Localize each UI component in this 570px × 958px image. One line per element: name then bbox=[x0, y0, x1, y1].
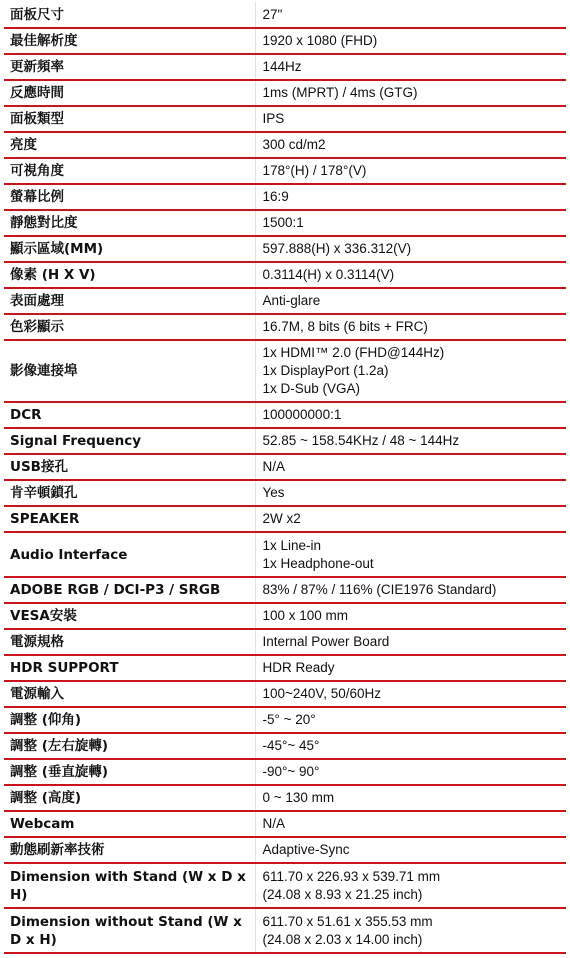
spec-value: -45°~ 45° bbox=[255, 733, 566, 759]
spec-value: N/A bbox=[255, 811, 566, 837]
spec-label: 調整 (左右旋轉) bbox=[4, 733, 255, 759]
spec-value: 0.3114(H) x 0.3114(V) bbox=[255, 262, 566, 288]
spec-row bbox=[4, 837, 566, 863]
spec-label: Webcam bbox=[4, 811, 255, 837]
spec-value: 178°(H) / 178°(V) bbox=[255, 158, 566, 184]
spec-label: Audio Interface bbox=[4, 532, 255, 577]
spec-value: Adaptive-Sync bbox=[255, 837, 566, 863]
spec-label: 像素 (H X V) bbox=[4, 262, 255, 288]
spec-value: 16:9 bbox=[255, 184, 566, 210]
spec-value: 2W x2 bbox=[255, 506, 566, 532]
spec-value: -5° ~ 20° bbox=[255, 707, 566, 733]
spec-value: Anti-glare bbox=[255, 288, 566, 314]
spec-label: 螢幕比例 bbox=[4, 184, 255, 210]
spec-label: DCR bbox=[4, 402, 255, 428]
spec-row bbox=[4, 106, 566, 132]
spec-label: 表面處理 bbox=[4, 288, 255, 314]
spec-row bbox=[4, 402, 566, 428]
spec-value: 300 cd/m2 bbox=[255, 132, 566, 158]
spec-table-body bbox=[4, 2, 566, 953]
spec-label: 肯辛頓鎖孔 bbox=[4, 480, 255, 506]
spec-value: 1x HDMI™ 2.0 (FHD@144Hz) 1x DisplayPort (1.2a) 1x D-Sub (VGA) bbox=[255, 340, 566, 402]
spec-value: Yes bbox=[255, 480, 566, 506]
spec-row bbox=[4, 428, 566, 454]
spec-label: 調整 (高度) bbox=[4, 785, 255, 811]
spec-label: Dimension with Stand (W x D x H) bbox=[4, 863, 255, 908]
spec-label: 動態刷新率技術 bbox=[4, 837, 255, 863]
spec-label: 靜態對比度 bbox=[4, 210, 255, 236]
spec-row bbox=[4, 262, 566, 288]
spec-row bbox=[4, 454, 566, 480]
spec-row bbox=[4, 340, 566, 402]
spec-value: -90°~ 90° bbox=[255, 759, 566, 785]
spec-value: N/A bbox=[255, 454, 566, 480]
spec-row bbox=[4, 184, 566, 210]
spec-label: 可視角度 bbox=[4, 158, 255, 184]
spec-value: IPS bbox=[255, 106, 566, 132]
spec-row bbox=[4, 132, 566, 158]
spec-label: 顯示區域(MM) bbox=[4, 236, 255, 262]
spec-label: SPEAKER bbox=[4, 506, 255, 532]
spec-label: 電源規格 bbox=[4, 629, 255, 655]
spec-value: 100000000:1 bbox=[255, 402, 566, 428]
spec-row bbox=[4, 506, 566, 532]
spec-label: Signal Frequency bbox=[4, 428, 255, 454]
spec-row bbox=[4, 707, 566, 733]
spec-row bbox=[4, 80, 566, 106]
spec-label: 面板尺寸 bbox=[4, 2, 255, 28]
spec-row bbox=[4, 236, 566, 262]
spec-value: HDR Ready bbox=[255, 655, 566, 681]
spec-label: HDR SUPPORT bbox=[4, 655, 255, 681]
spec-label: Dimension without Stand (W x D x H) bbox=[4, 908, 255, 953]
spec-value: 27" bbox=[255, 2, 566, 28]
spec-label: 色彩顯示 bbox=[4, 314, 255, 340]
spec-label: ADOBE RGB / DCI-P3 / SRGB bbox=[4, 577, 255, 603]
spec-value: 597.888(H) x 336.312(V) bbox=[255, 236, 566, 262]
spec-row bbox=[4, 863, 566, 908]
spec-value: 144Hz bbox=[255, 54, 566, 80]
spec-value: 100~240V, 50/60Hz bbox=[255, 681, 566, 707]
spec-label: 亮度 bbox=[4, 132, 255, 158]
spec-row bbox=[4, 681, 566, 707]
spec-value: 100 x 100 mm bbox=[255, 603, 566, 629]
spec-row bbox=[4, 733, 566, 759]
spec-row bbox=[4, 577, 566, 603]
spec-label: 電源輸入 bbox=[4, 681, 255, 707]
spec-row bbox=[4, 288, 566, 314]
spec-value: 1500:1 bbox=[255, 210, 566, 236]
spec-row bbox=[4, 54, 566, 80]
spec-row bbox=[4, 629, 566, 655]
spec-row bbox=[4, 908, 566, 953]
spec-row bbox=[4, 158, 566, 184]
spec-value: 0 ~ 130 mm bbox=[255, 785, 566, 811]
spec-row bbox=[4, 759, 566, 785]
spec-row bbox=[4, 532, 566, 577]
spec-label: 反應時間 bbox=[4, 80, 255, 106]
spec-label: USB接孔 bbox=[4, 454, 255, 480]
spec-row bbox=[4, 603, 566, 629]
spec-value: 611.70 x 51.61 x 355.53 mm (24.08 x 2.03 x 14.00 inch) bbox=[255, 908, 566, 953]
spec-value: 611.70 x 226.93 x 539.71 mm (24.08 x 8.93 x 21.25 inch) bbox=[255, 863, 566, 908]
spec-label: 影像連接埠 bbox=[4, 340, 255, 402]
spec-row bbox=[4, 210, 566, 236]
spec-row bbox=[4, 314, 566, 340]
spec-label: 更新頻率 bbox=[4, 54, 255, 80]
spec-label: 最佳解析度 bbox=[4, 28, 255, 54]
spec-row bbox=[4, 480, 566, 506]
spec-table bbox=[4, 2, 566, 954]
spec-value: Internal Power Board bbox=[255, 629, 566, 655]
spec-value: 16.7M, 8 bits (6 bits + FRC) bbox=[255, 314, 566, 340]
spec-label: 面板類型 bbox=[4, 106, 255, 132]
spec-row bbox=[4, 811, 566, 837]
spec-label: VESA安裝 bbox=[4, 603, 255, 629]
spec-label: 調整 (垂直旋轉) bbox=[4, 759, 255, 785]
spec-row bbox=[4, 785, 566, 811]
spec-row bbox=[4, 655, 566, 681]
spec-row bbox=[4, 28, 566, 54]
spec-value: 1ms (MPRT) / 4ms (GTG) bbox=[255, 80, 566, 106]
spec-label: 調整 (仰角) bbox=[4, 707, 255, 733]
spec-row bbox=[4, 2, 566, 28]
spec-value: 83% / 87% / 116% (CIE1976 Standard) bbox=[255, 577, 566, 603]
spec-value: 1x Line-in 1x Headphone-out bbox=[255, 532, 566, 577]
spec-value: 52.85 ~ 158.54KHz / 48 ~ 144Hz bbox=[255, 428, 566, 454]
spec-value: 1920 x 1080 (FHD) bbox=[255, 28, 566, 54]
